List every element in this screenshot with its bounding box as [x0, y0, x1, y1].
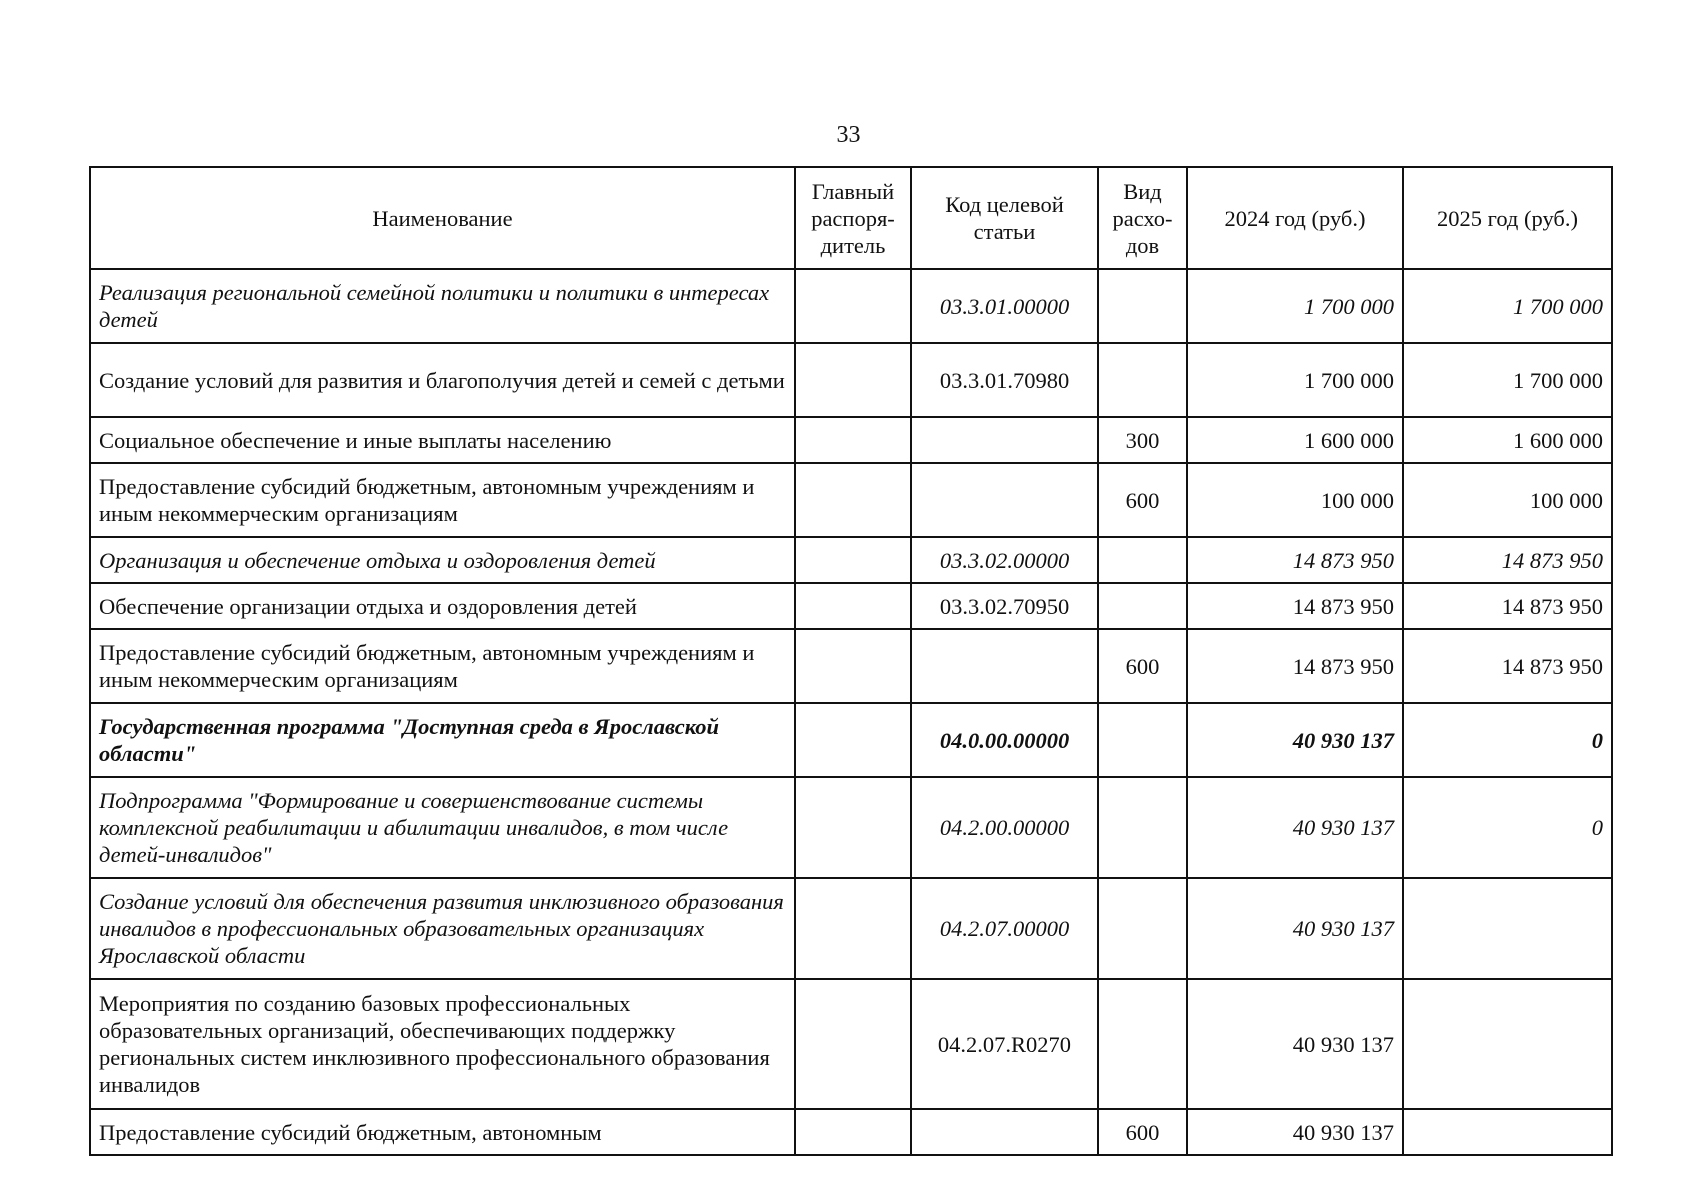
- header-2024: 2024 год (руб.): [1187, 167, 1403, 269]
- cell-2024: 1 600 000: [1187, 417, 1403, 463]
- cell-code: [911, 417, 1098, 463]
- cell-administrator: [795, 878, 911, 979]
- cell-code: 03.3.02.00000: [911, 537, 1098, 583]
- cell-2024: 40 930 137: [1187, 878, 1403, 979]
- cell-2025: 100 000: [1403, 463, 1612, 537]
- table-row: [90, 703, 1612, 777]
- cell-expense-type: 300: [1098, 417, 1187, 463]
- cell-2024: 100 000: [1187, 463, 1403, 537]
- cell-2025: 1 600 000: [1403, 417, 1612, 463]
- cell-name: Предоставление субсидий бюджетным, автономным учреждениям и иным некоммерческим организациям: [90, 629, 795, 703]
- cell-2025: 14 873 950: [1403, 537, 1612, 583]
- cell-2024: 40 930 137: [1187, 1109, 1403, 1155]
- header-expense-type: Вид расхо-дов: [1098, 167, 1187, 269]
- table-row: [90, 537, 1612, 583]
- cell-code: 03.3.01.70980: [911, 343, 1098, 417]
- cell-name: Подпрограмма "Формирование и совершенствование системы комплексной реабилитации и абилитации инвалидов, в том числе детей-инвалидов": [90, 777, 795, 878]
- cell-2024: 1 700 000: [1187, 343, 1403, 417]
- cell-code: 03.3.02.70950: [911, 583, 1098, 629]
- cell-administrator: [795, 417, 911, 463]
- cell-administrator: [795, 583, 911, 629]
- cell-2024: 40 930 137: [1187, 777, 1403, 878]
- table-row: [90, 269, 1612, 343]
- cell-administrator: [795, 269, 911, 343]
- table-row: [90, 1109, 1612, 1155]
- cell-expense-type: [1098, 878, 1187, 979]
- cell-code: 04.2.07.00000: [911, 878, 1098, 979]
- cell-code: [911, 1109, 1098, 1155]
- cell-code: [911, 629, 1098, 703]
- cell-name: Социальное обеспечение и иные выплаты населению: [90, 417, 795, 463]
- table-row: [90, 979, 1612, 1109]
- cell-expense-type: 600: [1098, 629, 1187, 703]
- cell-name: Предоставление субсидий бюджетным, автономным: [90, 1109, 795, 1155]
- cell-2025: 14 873 950: [1403, 583, 1612, 629]
- page-number: 33: [836, 122, 861, 148]
- cell-name: Государственная программа "Доступная среда в Ярославской области": [90, 703, 795, 777]
- cell-administrator: [795, 703, 911, 777]
- cell-2025: [1403, 1109, 1612, 1155]
- cell-2024: 40 930 137: [1187, 703, 1403, 777]
- cell-name: Организация и обеспечение отдыха и оздоровления детей: [90, 537, 795, 583]
- cell-2025: 14 873 950: [1403, 629, 1612, 703]
- cell-administrator: [795, 979, 911, 1109]
- cell-expense-type: 600: [1098, 1109, 1187, 1155]
- cell-name: Создание условий для развития и благополучия детей и семей с детьми: [90, 343, 795, 417]
- cell-administrator: [795, 629, 911, 703]
- table-row: [90, 878, 1612, 979]
- cell-2024: 14 873 950: [1187, 629, 1403, 703]
- cell-2025: 1 700 000: [1403, 269, 1612, 343]
- cell-expense-type: [1098, 269, 1187, 343]
- cell-name: Обеспечение организации отдыха и оздоровления детей: [90, 583, 795, 629]
- cell-code: 04.2.00.00000: [911, 777, 1098, 878]
- cell-administrator: [795, 777, 911, 878]
- cell-expense-type: [1098, 979, 1187, 1109]
- cell-name: Реализация региональной семейной политики и политики в интересах детей: [90, 269, 795, 343]
- cell-administrator: [795, 343, 911, 417]
- table-row: [90, 583, 1612, 629]
- header-2025: 2025 год (руб.): [1403, 167, 1612, 269]
- cell-2025: [1403, 979, 1612, 1109]
- cell-2025: 1 700 000: [1403, 343, 1612, 417]
- cell-name: Создание условий для обеспечения развития инклюзивного образования инвалидов в профессиональных образовательных организациях Ярославской области: [90, 878, 795, 979]
- cell-expense-type: 600: [1098, 463, 1187, 537]
- table-row: [90, 777, 1612, 878]
- table-row: [90, 629, 1612, 703]
- header-name: Наименование: [90, 167, 795, 269]
- cell-code: [911, 463, 1098, 537]
- header-code: Код целевой статьи: [911, 167, 1098, 269]
- cell-2024: 14 873 950: [1187, 583, 1403, 629]
- table-row: [90, 343, 1612, 417]
- budget-table: [89, 166, 1613, 1156]
- cell-administrator: [795, 537, 911, 583]
- header-administrator: Главный распоря-дитель: [795, 167, 911, 269]
- cell-expense-type: [1098, 537, 1187, 583]
- cell-expense-type: [1098, 703, 1187, 777]
- cell-administrator: [795, 463, 911, 537]
- cell-expense-type: [1098, 343, 1187, 417]
- cell-expense-type: [1098, 777, 1187, 878]
- cell-2024: 1 700 000: [1187, 269, 1403, 343]
- cell-expense-type: [1098, 583, 1187, 629]
- cell-2024: 40 930 137: [1187, 979, 1403, 1109]
- cell-2024: 14 873 950: [1187, 537, 1403, 583]
- header-row: [90, 167, 1612, 269]
- cell-code: 04.0.00.00000: [911, 703, 1098, 777]
- cell-code: 03.3.01.00000: [911, 269, 1098, 343]
- table-row: [90, 417, 1612, 463]
- cell-2025: 0: [1403, 777, 1612, 878]
- cell-code: 04.2.07.R0270: [911, 979, 1098, 1109]
- cell-administrator: [795, 1109, 911, 1155]
- cell-2025: 0: [1403, 703, 1612, 777]
- cell-2025: [1403, 878, 1612, 979]
- table-row: [90, 463, 1612, 537]
- cell-name: Предоставление субсидий бюджетным, автономным учреждениям и иным некоммерческим организациям: [90, 463, 795, 537]
- cell-name: Мероприятия по созданию базовых профессиональных образовательных организаций, обеспечивающих поддержку региональных систем инклюзивного профессионального образования инвалидов: [90, 979, 795, 1109]
